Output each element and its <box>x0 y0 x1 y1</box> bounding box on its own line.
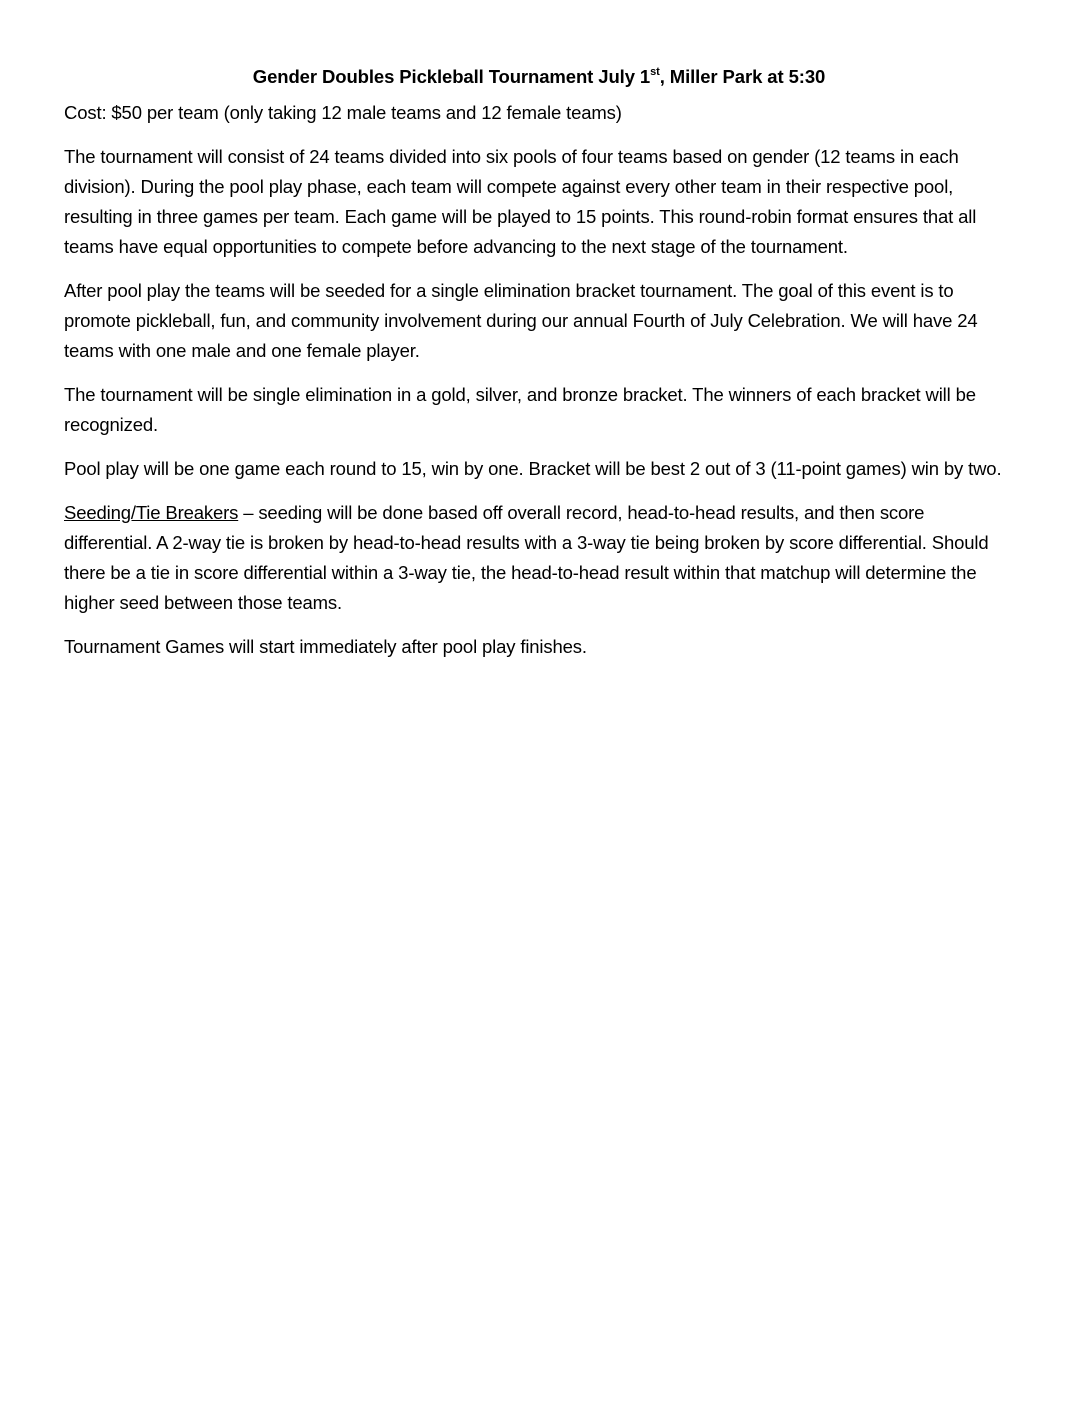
title-rest: , Miller Park at 5:30 <box>659 66 826 87</box>
document-content <box>64 64 1014 676</box>
format-paragraph: The tournament will consist of 24 teams divided into six pools of four teams based on gender (12 teams in each division). During the pool play phase, each team will compete against every other team in their respective pool, resulting in three games per team. Each game will be played to 15 points. This round-robin format ensures that all teams have equal opportunities to compete before advancing to the next stage of the tournament. <box>64 146 977 257</box>
seeding-heading: Seeding/Tie Breakers <box>64 502 239 523</box>
cost-line: Cost: $50 per team (only taking 12 male teams and 12 female teams) <box>64 102 622 123</box>
brackets-paragraph: The tournament will be single elimination in a gold, silver, and bronze bracket. The winners of each bracket will be recognized. <box>64 384 976 435</box>
scoring-paragraph: Pool play will be one game each round to 15, win by one. Bracket will be best 2 out of 3 (11-point games) win by two. <box>64 458 1002 479</box>
title-main: Gender Doubles Pickleball Tournament July 1 <box>252 66 651 87</box>
title-ordinal-suffix: st <box>650 65 660 78</box>
seeding-paragraph <box>64 498 1014 618</box>
seeding-text: – seeding will be done based off overall record, head-to-head results, and then score differential. A 2-way tie is broken by head-to-head results with a 3-way tie being broken by score differential. Should there be a tie in score differential within a 3-way tie, the head-to-head result within that matchup will determine the higher seed between those teams. <box>64 502 989 613</box>
goal-paragraph: After pool play the teams will be seeded for a single elimination bracket tournament. The goal of this event is to promote pickleball, fun, and community involvement during our annual Fourth of July Celebration. We will have 24 teams with one male and one female player. <box>64 280 978 361</box>
page-title <box>64 64 1014 90</box>
start-paragraph: Tournament Games will start immediately after pool play finishes. <box>64 636 587 657</box>
